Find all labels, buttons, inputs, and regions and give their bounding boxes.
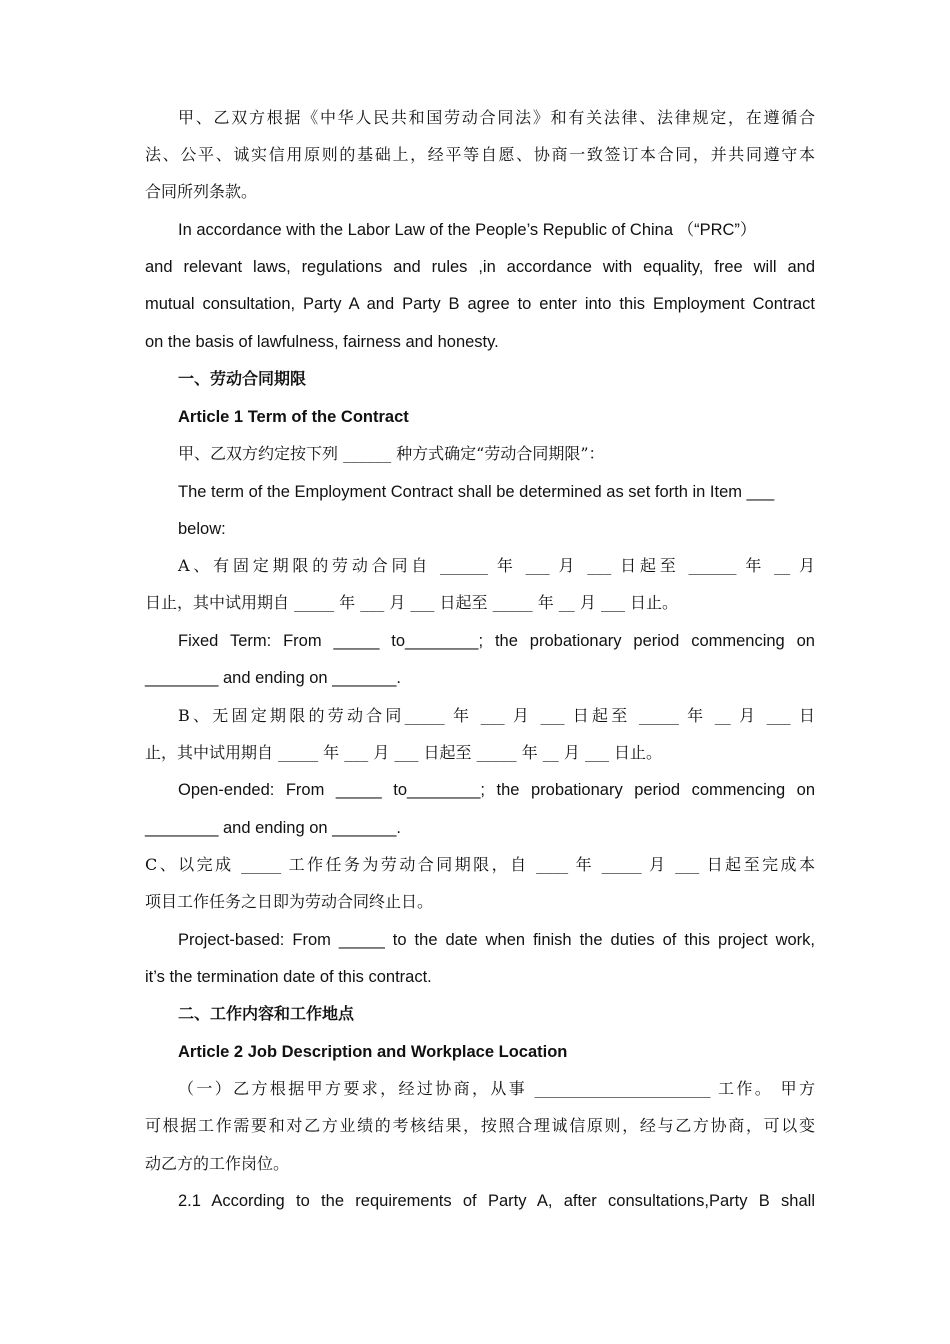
job-desc-zh-line-1: （一）乙方根据甲方要求，经过协商，从事 ______________________ 工作。 甲方 <box>178 1079 815 1098</box>
term-method-en-line-2: below: <box>178 520 226 538</box>
intro-zh-line-2: 法、公平、诚实信用原则的基础上，经平等自愿、协商一致签订本合同，并共同遵守本 <box>145 145 815 164</box>
intro-zh-line-1: 甲、乙双方根据《中华人民共和国劳动合同法》和有关法律、法律规定，在遵循合 <box>178 108 815 127</box>
open-ended-zh-line-1: B、无固定期限的劳动合同_____ 年 ___ 月 ___ 日起至 _____ 年 __ 月 ___ 日 <box>178 706 815 725</box>
article-1-heading-en: Article 1 Term of the Contract <box>178 408 409 426</box>
open-ended-en-line-2: ________ and ending on _______. <box>145 819 401 837</box>
article-1-heading-zh: 一、劳动合同期限 <box>178 369 307 388</box>
intro-en-line-3: mutual consultation, Party A and Party B agree to enter into this Employment Contract <box>145 295 815 313</box>
project-based-en-line-1: Project-based: From _____ to the date when finish the duties of this project work, <box>178 931 815 949</box>
fixed-term-en-line-2: ________ and ending on _______. <box>145 669 401 687</box>
open-ended-en-line-1: Open-ended: From _____ to________; the probationary period commencing on <box>178 781 815 799</box>
article-2-heading-zh: 二、工作内容和工作地点 <box>178 1004 355 1023</box>
fixed-term-zh-line-1: A、有固定期限的劳动合同自 ______ 年 ___ 月 ___ 日起至 ______ 年 __ 月 <box>178 556 815 575</box>
open-ended-zh-line-2: 止，其中试用期自 _____ 年 ___ 月 ___ 日起至 _____ 年 __ 月 ___ 日止。 <box>145 743 663 762</box>
intro-en-line-2: and relevant laws, regulations and rules ,in accordance with equality, free will and <box>145 258 815 276</box>
fixed-term-en-line-1: Fixed Term: From _____ to________; the probationary period commencing on <box>178 632 815 650</box>
fixed-term-zh-line-2: 日止，其中试用期自 _____ 年 ___ 月 ___ 日起至 _____ 年 __ 月 ___ 日止。 <box>145 593 679 612</box>
job-desc-zh-line-3: 动乙方的工作岗位。 <box>145 1154 290 1173</box>
intro-en-line-1: In accordance with the Labor Law of the People’s Republic of China （“PRC”） <box>178 221 757 239</box>
intro-zh-line-3: 合同所列条款。 <box>145 182 258 201</box>
intro-en-line-4: on the basis of lawfulness, fairness and honesty. <box>145 333 499 351</box>
job-desc-zh-line-2: 可根据工作需要和对乙方业绩的考核结果，按照合理诚信原则，经与乙方协商，可以变 <box>145 1116 815 1135</box>
job-desc-en-line-1: 2.1 According to the requirements of Party A, after consultations,Party B shall <box>178 1192 815 1210</box>
term-method-en-line-1: The term of the Employment Contract shall be determined as set forth in Item ___ <box>178 483 775 501</box>
project-based-zh-line-1: C、以完成 _____ 工作任务为劳动合同期限，自 ____ 年 _____ 月 ___ 日起至完成本 <box>145 855 815 874</box>
article-2-heading-en: Article 2 Job Description and Workplace Location <box>178 1043 568 1061</box>
project-based-zh-line-2: 项目工作任务之日即为劳动合同终止日。 <box>145 892 434 911</box>
project-based-en-line-2: it’s the termination date of this contract. <box>145 968 432 986</box>
term-method-zh: 甲、乙双方约定按下列 ______ 种方式确定“劳动合同期限”： <box>178 444 605 463</box>
